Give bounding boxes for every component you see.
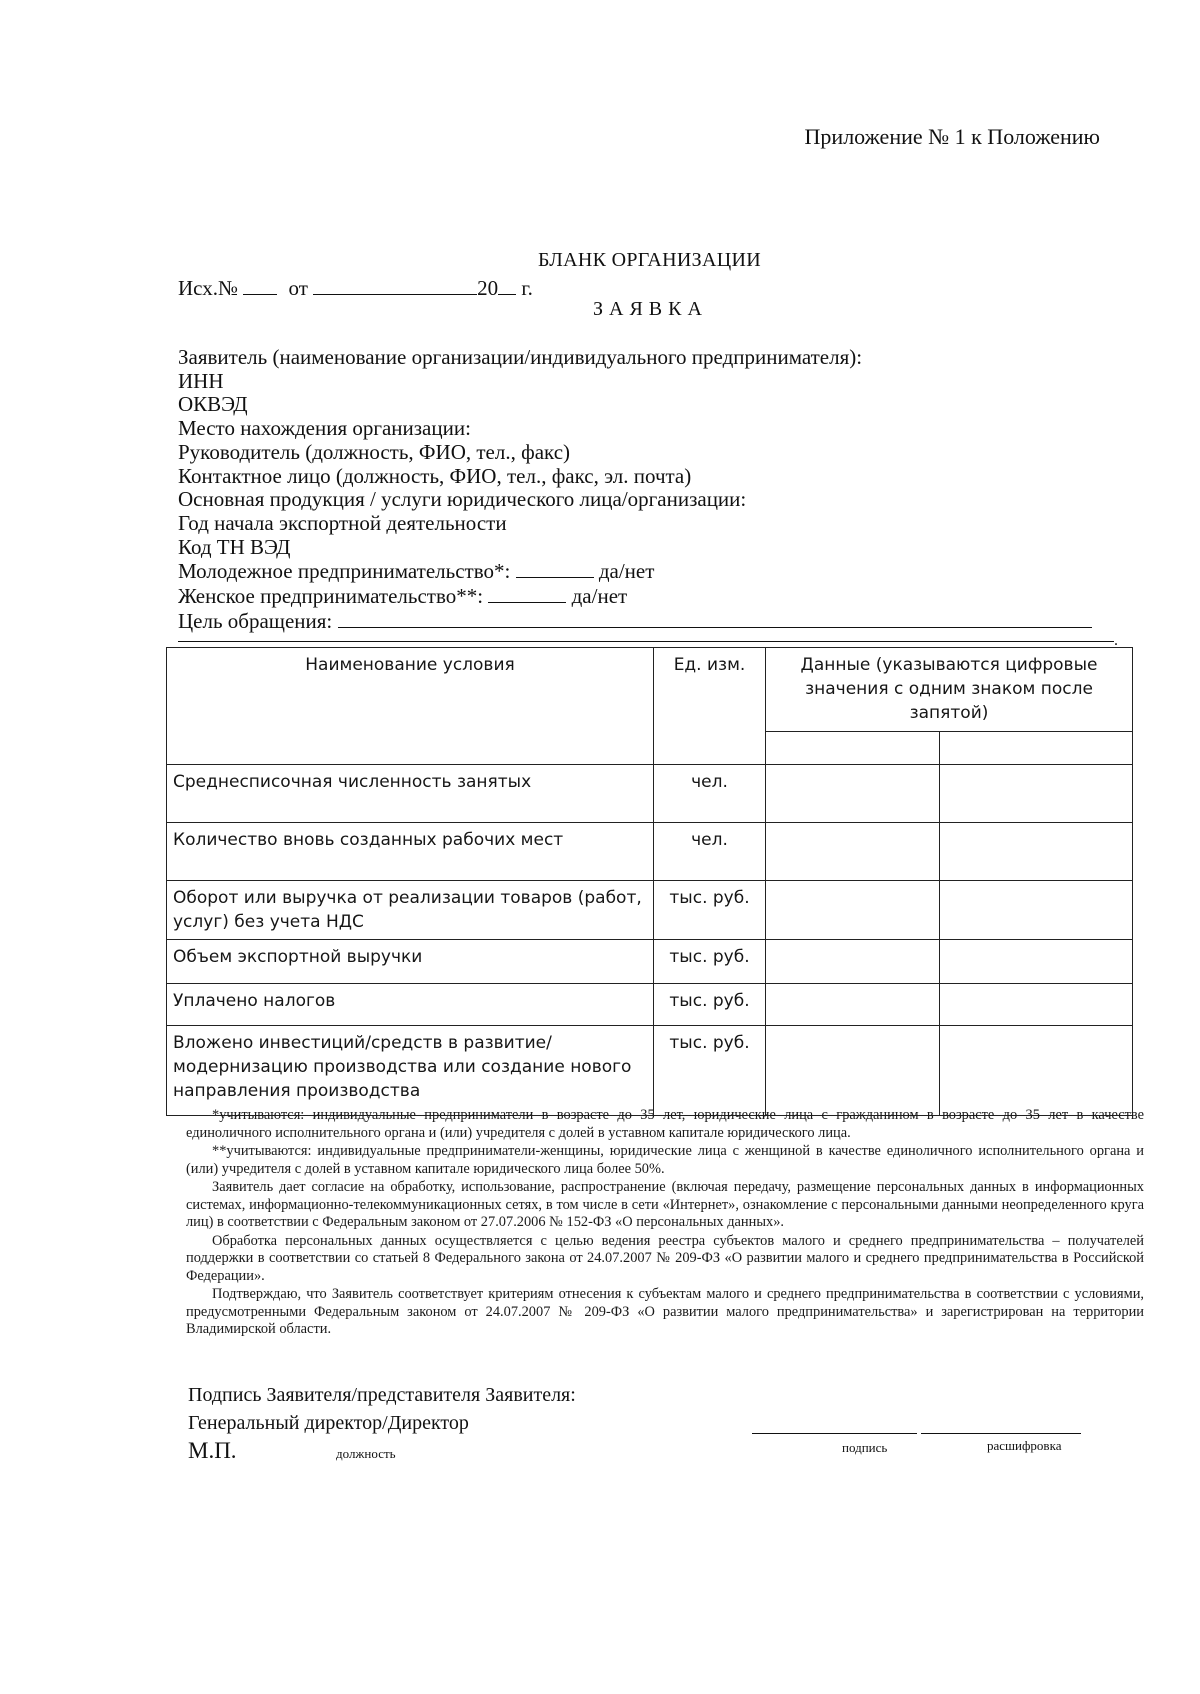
youth-blank[interactable]: [516, 559, 594, 578]
table-row: [167, 1026, 1133, 1116]
condition-name: Оборот или выручка от реализации товаров (работ, услуг) без учета НДС: [167, 881, 654, 940]
condition-unit: тыс. руб.: [654, 940, 766, 984]
position-caption: должность: [336, 1446, 396, 1461]
purpose-period: .: [1114, 632, 1118, 649]
out-year-blank[interactable]: [498, 276, 516, 295]
annex-reference: Приложение № 1 к Положению: [804, 124, 1100, 149]
outgoing-reference: [178, 276, 533, 301]
condition-name: Количество вновь созданных рабочих мест: [167, 823, 654, 881]
data-cell[interactable]: [766, 940, 940, 984]
table-row: [167, 823, 1133, 881]
condition-unit: чел.: [654, 823, 766, 881]
out-no-blank[interactable]: [243, 276, 277, 295]
contact-field: Контактное лицо (должность, ФИО, тел., факс, эл. почта): [178, 463, 692, 488]
table-row: [167, 940, 1133, 984]
out-year-suffix: г.: [521, 276, 533, 300]
export-start-field: Год начала экспортной деятельности: [178, 510, 507, 535]
decode-caption: расшифровка: [987, 1438, 1062, 1453]
document-title: ЗАЯВКА: [593, 298, 708, 320]
purpose-blank[interactable]: [338, 609, 1092, 628]
condition-name: Вложено инвестиций/средств в развитие/модернизацию производства или создание нового направления производства: [167, 1026, 654, 1116]
data-cell[interactable]: [766, 1026, 940, 1116]
condition-name: Уплачено налогов: [167, 984, 654, 1026]
condition-unit: чел.: [654, 765, 766, 823]
data-cell[interactable]: [940, 823, 1133, 881]
products-field: Основная продукция / услуги юридического лица/организации:: [178, 487, 747, 512]
women-blank[interactable]: [488, 584, 566, 603]
purpose-label: Цель обращения:: [178, 608, 333, 633]
data-cell[interactable]: [940, 984, 1133, 1026]
condition-unit: тыс. руб.: [654, 984, 766, 1026]
header-condition-name: Наименование условия: [167, 648, 654, 765]
data-cell[interactable]: [766, 765, 940, 823]
data-cell[interactable]: [766, 823, 940, 881]
youth-footnote: *учитываются: индивидуальные предприниматели в возрасте до 35 лет, юридические лица с гражданином в возрасте до 35 лет в качестве единоличного исполнительного органа и (или) учредителя с долей в уставном капитале юридического лица.: [186, 1107, 1144, 1141]
women-label: Женское предпринимательство**:: [178, 584, 484, 609]
stamp-place: М.П.: [188, 1438, 237, 1463]
blank-title: БЛАНК ОРГАНИЗАЦИИ: [538, 249, 761, 271]
women-footnote: **учитываются: индивидуальные предприниматели-женщины, юридические лица с женщиной в качестве единоличного исполнительного органа и (или) учредителя с долей в уставном капитале юридического лица более 50%.: [186, 1143, 1144, 1177]
data-cell[interactable]: [766, 984, 940, 1026]
personal-data-consent: Заявитель дает согласие на обработку, использование, распространение (включая передачу, размещение персональных данных в информационных системах, информационно-телекоммуникационных сетях, в том числе в сети «Интернет», ознакомление с персональными данными неопределенного круга лиц) в соответствии с Федеральным законом от 27.07.2006 № 152-ФЗ «О персональных данных».: [186, 1179, 1144, 1230]
purpose-continuation-line[interactable]: [178, 641, 1114, 642]
youth-label: Молодежное предпринимательство*:: [178, 559, 511, 584]
youth-options: да/нет: [598, 559, 655, 584]
condition-unit: тыс. руб.: [654, 881, 766, 940]
personal-data-purpose: Обработка персональных данных осуществляется с целью ведения реестра субъектов малого и среднего предпринимательства – получателей поддержки в соответствии со статьей 8 Федерального закона от 24.07.2007 № 209-ФЗ «О развитии малого и среднего предпринимательства в Российской Федерации».: [186, 1232, 1144, 1284]
condition-unit: тыс. руб.: [654, 1026, 766, 1116]
table-header-row: [167, 648, 1133, 732]
inn-field: ИНН: [178, 368, 224, 393]
footnotes: [186, 1107, 1144, 1340]
women-entrepreneurship-field: [178, 584, 1092, 609]
signature-caption: подпись: [842, 1440, 888, 1455]
applicant-field: Заявитель (наименование организации/индивидуального предпринимателя):: [178, 345, 863, 369]
data-cell[interactable]: [940, 1026, 1133, 1116]
youth-entrepreneurship-field: [178, 559, 1092, 584]
data-subcolumn-2: [940, 732, 1133, 765]
okved-field: ОКВЭД: [178, 392, 248, 417]
signature-heading: Подпись Заявителя/представителя Заявителя:: [188, 1384, 576, 1406]
location-field: Место нахождения организации:: [178, 416, 471, 441]
women-options: да/нет: [571, 584, 628, 609]
conditions-table: [166, 647, 1133, 1116]
out-date-blank[interactable]: [313, 276, 477, 295]
data-cell[interactable]: [940, 881, 1133, 940]
head-field: Руководитель (должность, ФИО, тел., факс): [178, 439, 571, 464]
table-row: [167, 881, 1133, 940]
data-cell[interactable]: [940, 765, 1133, 823]
out-no-label: Исх.№: [178, 276, 238, 300]
header-unit: Ед. изм.: [654, 648, 766, 765]
data-subcolumn-1: [766, 732, 940, 765]
condition-name: Среднесписочная численность занятых: [167, 765, 654, 823]
out-year-prefix: 20: [477, 276, 499, 300]
sme-confirmation: Подтверждаю, что Заявитель соответствует критериям отнесения к субъектам малого и среднего предпринимательства в соответствии с условиями, предусмотренными Федеральным законом от 24.07.2007 № 209-ФЗ «О развитии малого предпринимательства» и зарегистрирован на территории Владимирской области.: [186, 1286, 1144, 1337]
signature-position: Генеральный директор/Директор: [188, 1412, 469, 1434]
table-row: [167, 765, 1133, 823]
name-decode-line[interactable]: [921, 1433, 1081, 1434]
tn-ved-field: Код ТН ВЭД: [178, 534, 291, 559]
applicant-fields: [178, 346, 1092, 633]
out-from-label: от: [288, 276, 308, 300]
condition-name: Объем экспортной выручки: [167, 940, 654, 984]
table-row: [167, 984, 1133, 1026]
data-cell[interactable]: [940, 940, 1133, 984]
purpose-field: [178, 609, 1092, 634]
header-data: Данные (указываются цифровые значения с одним знаком после запятой): [766, 648, 1133, 732]
data-cell[interactable]: [766, 881, 940, 940]
signature-line[interactable]: [752, 1433, 917, 1434]
